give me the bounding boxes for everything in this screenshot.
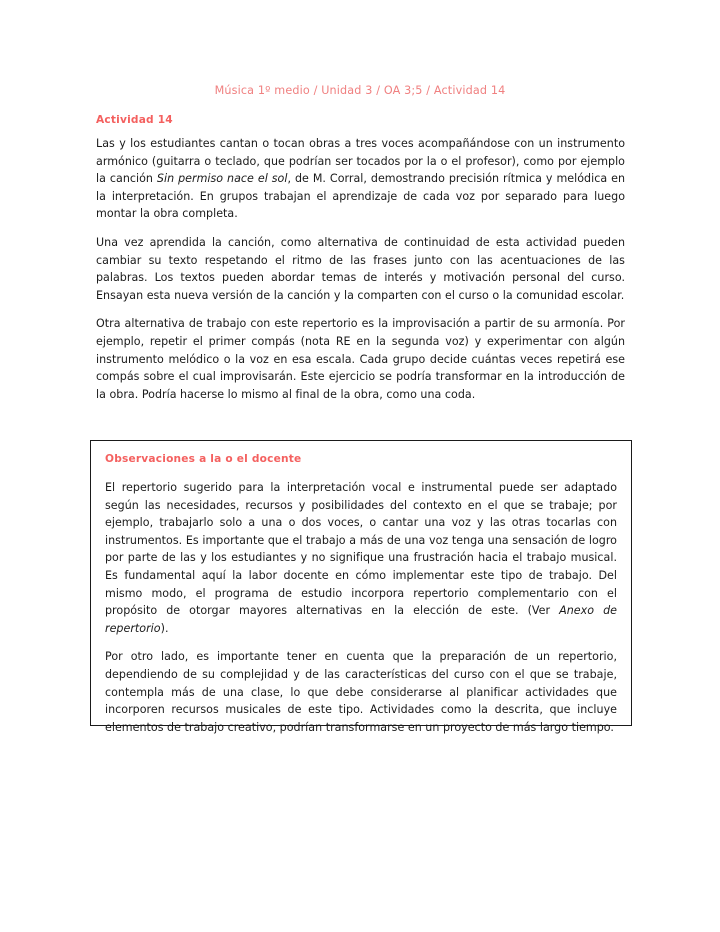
activity-paragraph-3: Otra alternativa de trabajo con este repertorio es la improvisación a partir de su armonía. Por ejemplo, repetir el primer compás (nota RE en la segunda voz) y experimentar con algún instrumento melódico o la voz en esa escala. Cada grupo decide cuántas veces repetirá ese compás sobre el cual improvisarán. Este ejercicio se podría transformar en la introducción de la obra. Podría hacerse lo mismo al final de la obra, como una coda. [96, 317, 625, 401]
observations-box [90, 440, 632, 734]
observations-paragraph-1-part-1: El repertorio sugerido para la interpretación vocal e instrumental puede ser adaptado según las necesidades, recursos y posibilidades del contexto en el que se trabaje; por ejemplo, trabajarlo solo a una o dos voces, o cantar una voz y las otras tocarlas con instrumentos. Es importante que el trabajo a más de una voz tenga una sensación de logro por parte de las y los estudiantes y no signifique una frustración hacia el trabajo musical. Es fundamental aquí la labor docente en cómo implementar este tipo de trabajo. Del mismo modo, el programa de estudio incorpora repertorio complementario con el propósito de otorgar mayores alternativas en la elección de este. (Ver [105, 481, 617, 618]
activity-paragraph-1 [96, 135, 625, 223]
song-title-italic: Sin permiso nace el sol [156, 172, 288, 186]
breadcrumb: Música 1º medio / Unidad 3 / OA 3;5 / Actividad 14 [214, 84, 506, 97]
observations-inner [91, 441, 631, 746]
page-title: Actividad 14 [96, 114, 173, 126]
activity-paragraph-2: Una vez aprendida la canción, como alternativa de continuidad de esta actividad pueden cambiar su texto respetando el ritmo de las frases junto con las acentuaciones de las palabras. Los textos pueden abordar temas de interés y motivación personal del curso. Ensayan esta nueva versión de la canción y la comparten con el curso o la comunidad escolar. [96, 235, 625, 302]
observations-title: Observaciones a la o el docente [105, 453, 302, 465]
observations-paragraph-1-part-2: ). [160, 621, 169, 635]
observations-paragraph-1 [105, 479, 617, 637]
observations-paragraph-2: Por otro lado, es importante tener en cuenta que la preparación de un repertorio, dependiendo de su complejidad y de las características del curso con el que se trabaje, contempla más de una clase, lo que debe considerarse al planificar actividades que incorporen recursos musicales de este tipo. Actividades como la descrita, que incluye elementos de trabajo creativo, podrían transformarse en un proyecto de más largo tiempo. [105, 650, 617, 734]
activity-paragraph-1-part-2: , de M. Corral, demostrando precisión rítmica y melódica en la interpretación. En grupos trabajan el aprendizaje de cada voz por separado para luego montar la obra completa. [96, 172, 625, 221]
activity-content [96, 114, 625, 403]
annex-reference-italic: Anexo de repertorio [105, 604, 617, 635]
activity-paragraph-1-part-1: Las y los estudiantes cantan o tocan obras a tres voces acompañándose con un instrumento armónico (guitarra o teclado, que podrían ser tocados por la o el profesor), como por ejemplo la canción [96, 137, 625, 186]
